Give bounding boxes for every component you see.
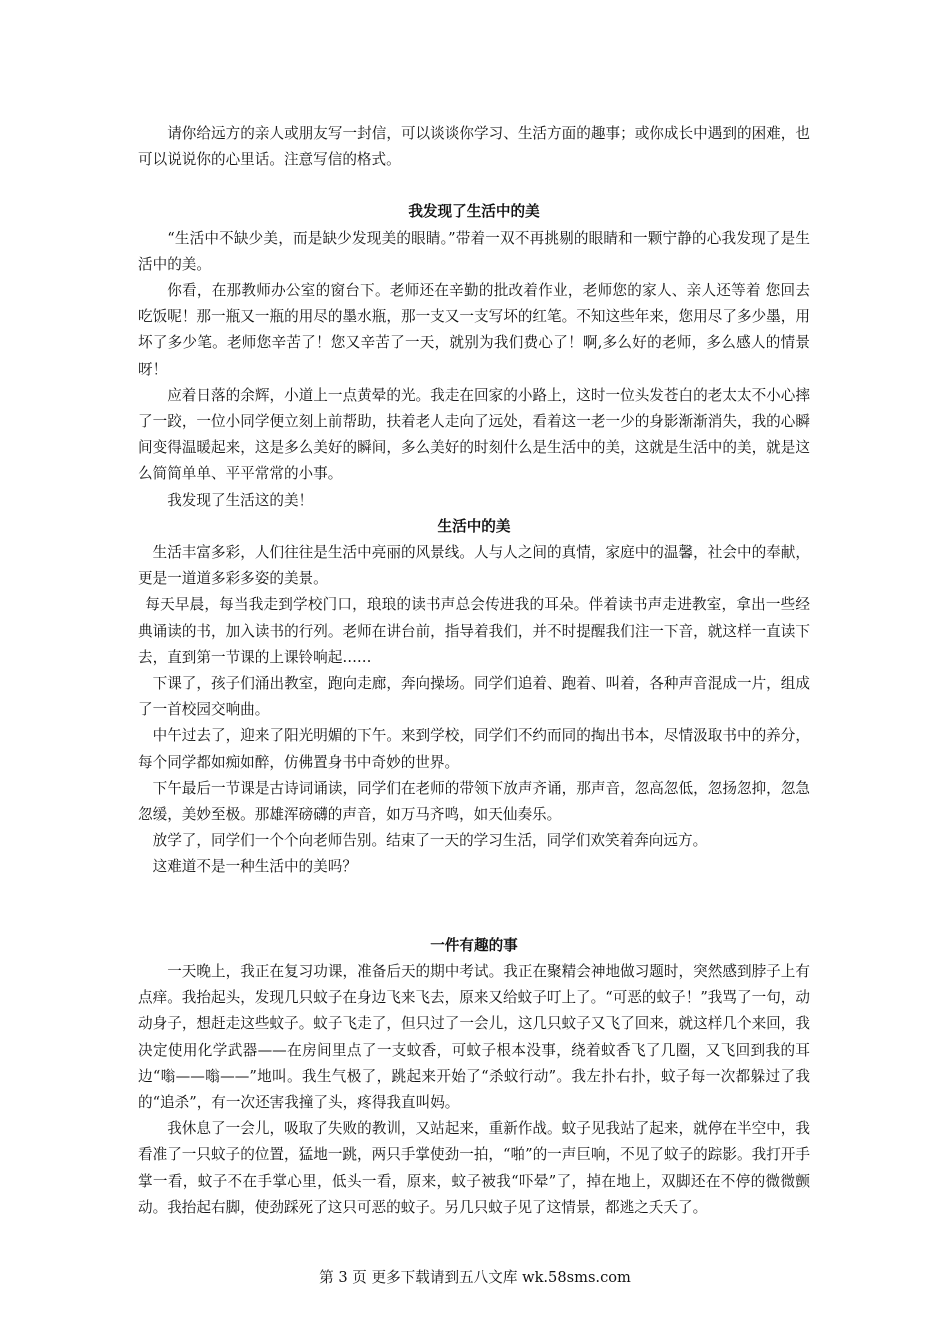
essay-paragraph: 我休息了一会儿，吸取了失败的教训，又站起来，重新作战。蚊子见我站了起来，就停在半空中，我看准了一只蚊子的位置，猛地一跳，两只手掌使劲一拍，“啪”的一声巨响，不见了蚊子的踪影。我打开手掌一看，蚊子不在手掌心里，低头一看，原来，蚊子被我“吓晕”了，掉在地上，双脚还在不停的微微颤动。我抬起右脚，使劲踩死了这只可恶的蚊子。另几只蚊子见了这情景，都逃之夭夭了。	[138, 1120, 810, 1216]
essay-beauty-discovered	[138, 199, 810, 513]
essay-paragraph: “生活中不缺少美，而是缺少发现美的眼睛。”带着一双不再挑剔的眼睛和一颗宁静的心我发现了是生活中的美。	[138, 229, 810, 273]
essay-paragraph: 放学了，同学们一个个向老师告别。结束了一天的学习生活，同学们欢笑着奔向远方。	[152, 832, 708, 850]
essay-paragraph: 下课了，孩子们涌出教室，跑向走廊，奔向操场。同学们追着、跑着、叫着，各种声音混成一片，组成了一首校园交响曲。	[138, 675, 810, 719]
essay-paragraph: 一天晚上，我正在复习功课，准备后天的期中考试。我正在聚精会神地做习题时，突然感到脖子上有点痒。我抬起头，发现几只蚊子在身边飞来飞去，原来又给蚊子叮上了。“可恶的蚊子！”我骂了一句，动动身子，想赶走这些蚊子。蚊子飞走了，但只过了一会儿，这几只蚊子又飞了回来，就这样几个来回，我决定使用化学武器——在房间里点了一支蚊香，可蚊子根本没事，绕着蚊香飞了几圈，又飞回到我的耳边“嗡——嗡——”地叫。我生气极了，跳起来开始了“杀蚊行动”。我左扑右扑，蚊子每一次都躲过了我的“追杀”，有一次还害我撞了头，疼得我直叫妈。	[138, 962, 810, 1111]
spacer	[138, 881, 810, 933]
essay-paragraph: 每天早晨，每当我走到学校门口，琅琅的读书声总会传进我的耳朵。伴着读书声走进教室，拿出一些经典诵读的书，加入读书的行列。老师在讲台前，指导着我们，并不时提醒我们注一下音，就这样一直读下去，直到第一节课的上课铃响起……	[138, 596, 810, 666]
essay-title: 一件有趣的事	[430, 936, 518, 954]
essay-paragraph: 我发现了生活这的美！	[167, 491, 314, 509]
essay-paragraph: 这难道不是一种生活中的美吗？	[152, 858, 357, 876]
essay-title: 我发现了生活中的美	[408, 203, 540, 221]
spacer	[138, 173, 810, 199]
essay-beauty-in-life	[138, 514, 810, 881]
page-footer: 第 3 页 更多下载请到五八文库 wk.58sms.com	[319, 1269, 631, 1286]
essay-paragraph: 中午过去了，迎来了阳光明媚的下午。来到学校，同学们不约而同的掏出书本，尽情汲取书中的养分，每个同学都如痴如醉，仿佛置身书中奇妙的世界。	[138, 727, 810, 771]
essay-paragraph: 下午最后一节课是古诗词诵读，同学们在老师的带领下放声齐诵，那声音，忽高忽低，忽扬忽抑，忽急忽缓，美妙至极。那雄浑磅礴的声音，如万马齐鸣，如天仙奏乐。	[138, 779, 810, 824]
essay-paragraph: 应着日落的余辉，小道上一点黄晕的光。我走在回家的小路上，这时一位头发苍白的老太太不小心摔了一跤，一位小同学便立刻上前帮助，扶着老人走向了远处，看着这一老一少的身影渐渐消失，我的心瞬间变得温暖起来，这是多么美好的瞬间，多么美好的时刻什么是生活中的美，这就是生活中的美，就是这么简简单单、平平常常的小事。	[138, 386, 810, 483]
writing-prompt: 请你给远方的亲人或朋友写一封信，可以谈谈你学习、生活方面的趣事；或你成长中遇到的困难，也可以说说你的心里话。注意写信的格式。	[138, 125, 810, 169]
document-body	[138, 121, 810, 1221]
essay-interesting-thing	[138, 933, 810, 1221]
essay-paragraph: 生活丰富多彩，人们往往是生活中亮丽的风景线。人与人之间的真情，家庭中的温馨，社会中的奉献，更是一道道多彩多姿的美景。	[138, 544, 810, 588]
essay-paragraph: 你看，在那教师办公室的窗台下。老师还在辛勤的批改着作业，老师您的家人、亲人还等着 您回去吃饭呢！那一瓶又一瓶的用尽的墨水瓶，那一支又一支写坏的红笔。不知这些年来，您用尽了多少墨，用坏了多少笔。老师您辛苦了！您又辛苦了一天，就别为我们费心了！啊,多么好的老师，多么感人的情景呀！	[138, 282, 810, 378]
essay-title: 生活中的美	[437, 517, 511, 535]
